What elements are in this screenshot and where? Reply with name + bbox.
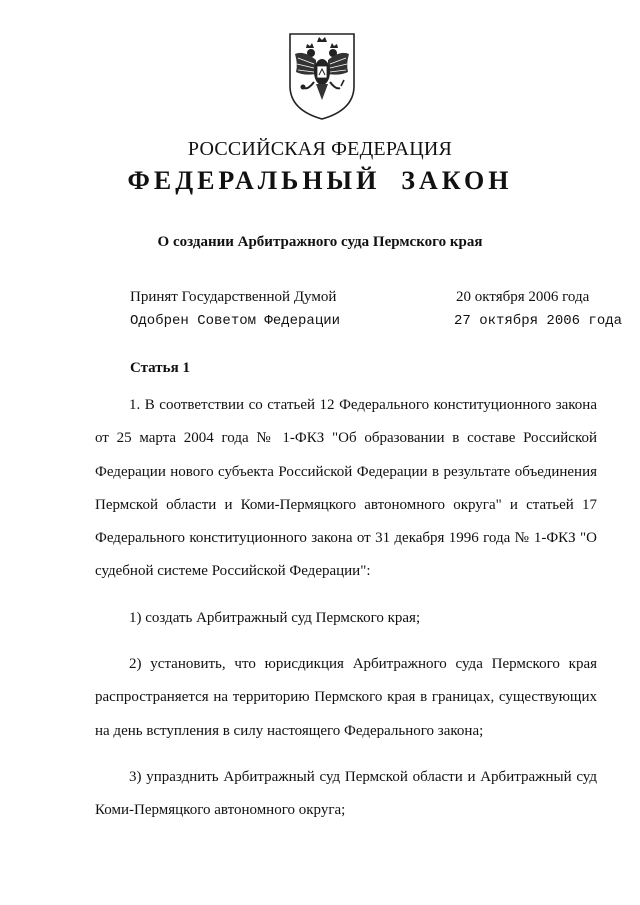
- adoption-label: Принят Государственной Думой: [130, 289, 337, 305]
- article-body: [95, 389, 597, 841]
- coat-of-arms-icon: [286, 28, 358, 122]
- adoption-date: 20 октября 2006 года: [456, 289, 590, 305]
- adoption-label: Одобрен Советом Федерации: [130, 313, 341, 329]
- country-heading: РОССИЙСКАЯ ФЕДЕРАЦИЯ: [187, 138, 453, 160]
- law-type-heading: ФЕДЕРАЛЬНЫЙ ЗАКОН: [127, 166, 513, 195]
- article-paragraph: 1. В соответствии со статьей 12 Федерального конституционного закона от 25 марта 2004 года № 1-ФКЗ "Об образовании в составе Российской Федерации нового субъекта Российской Федерации в результате объединения Пермской области и Коми-Пермяцкого автономного округа" и статьей 17 Федерального конституционного закона от 31 декабря 1996 года № 1-ФКЗ "О судебной системе Российской Федерации":: [95, 397, 597, 580]
- article-paragraph: 3) упразднить Арбитражный суд Пермской области и Арбитражный суд Коми-Пермяцкого автономного округа;: [95, 768, 597, 819]
- article-paragraph: 1) создать Арбитражный суд Пермского края;: [129, 609, 421, 626]
- adoption-date: 27 октября 2006 года: [454, 313, 623, 329]
- law-title: О создании Арбитражного суда Пермского края: [157, 234, 483, 250]
- article-heading: Статья 1: [130, 360, 190, 376]
- article-paragraph: 2) установить, что юрисдикция Арбитражного суда Пермского края распространяется на территорию Пермского края в границах, существующих на день вступления в силу настоящего Федерального закона;: [95, 656, 597, 739]
